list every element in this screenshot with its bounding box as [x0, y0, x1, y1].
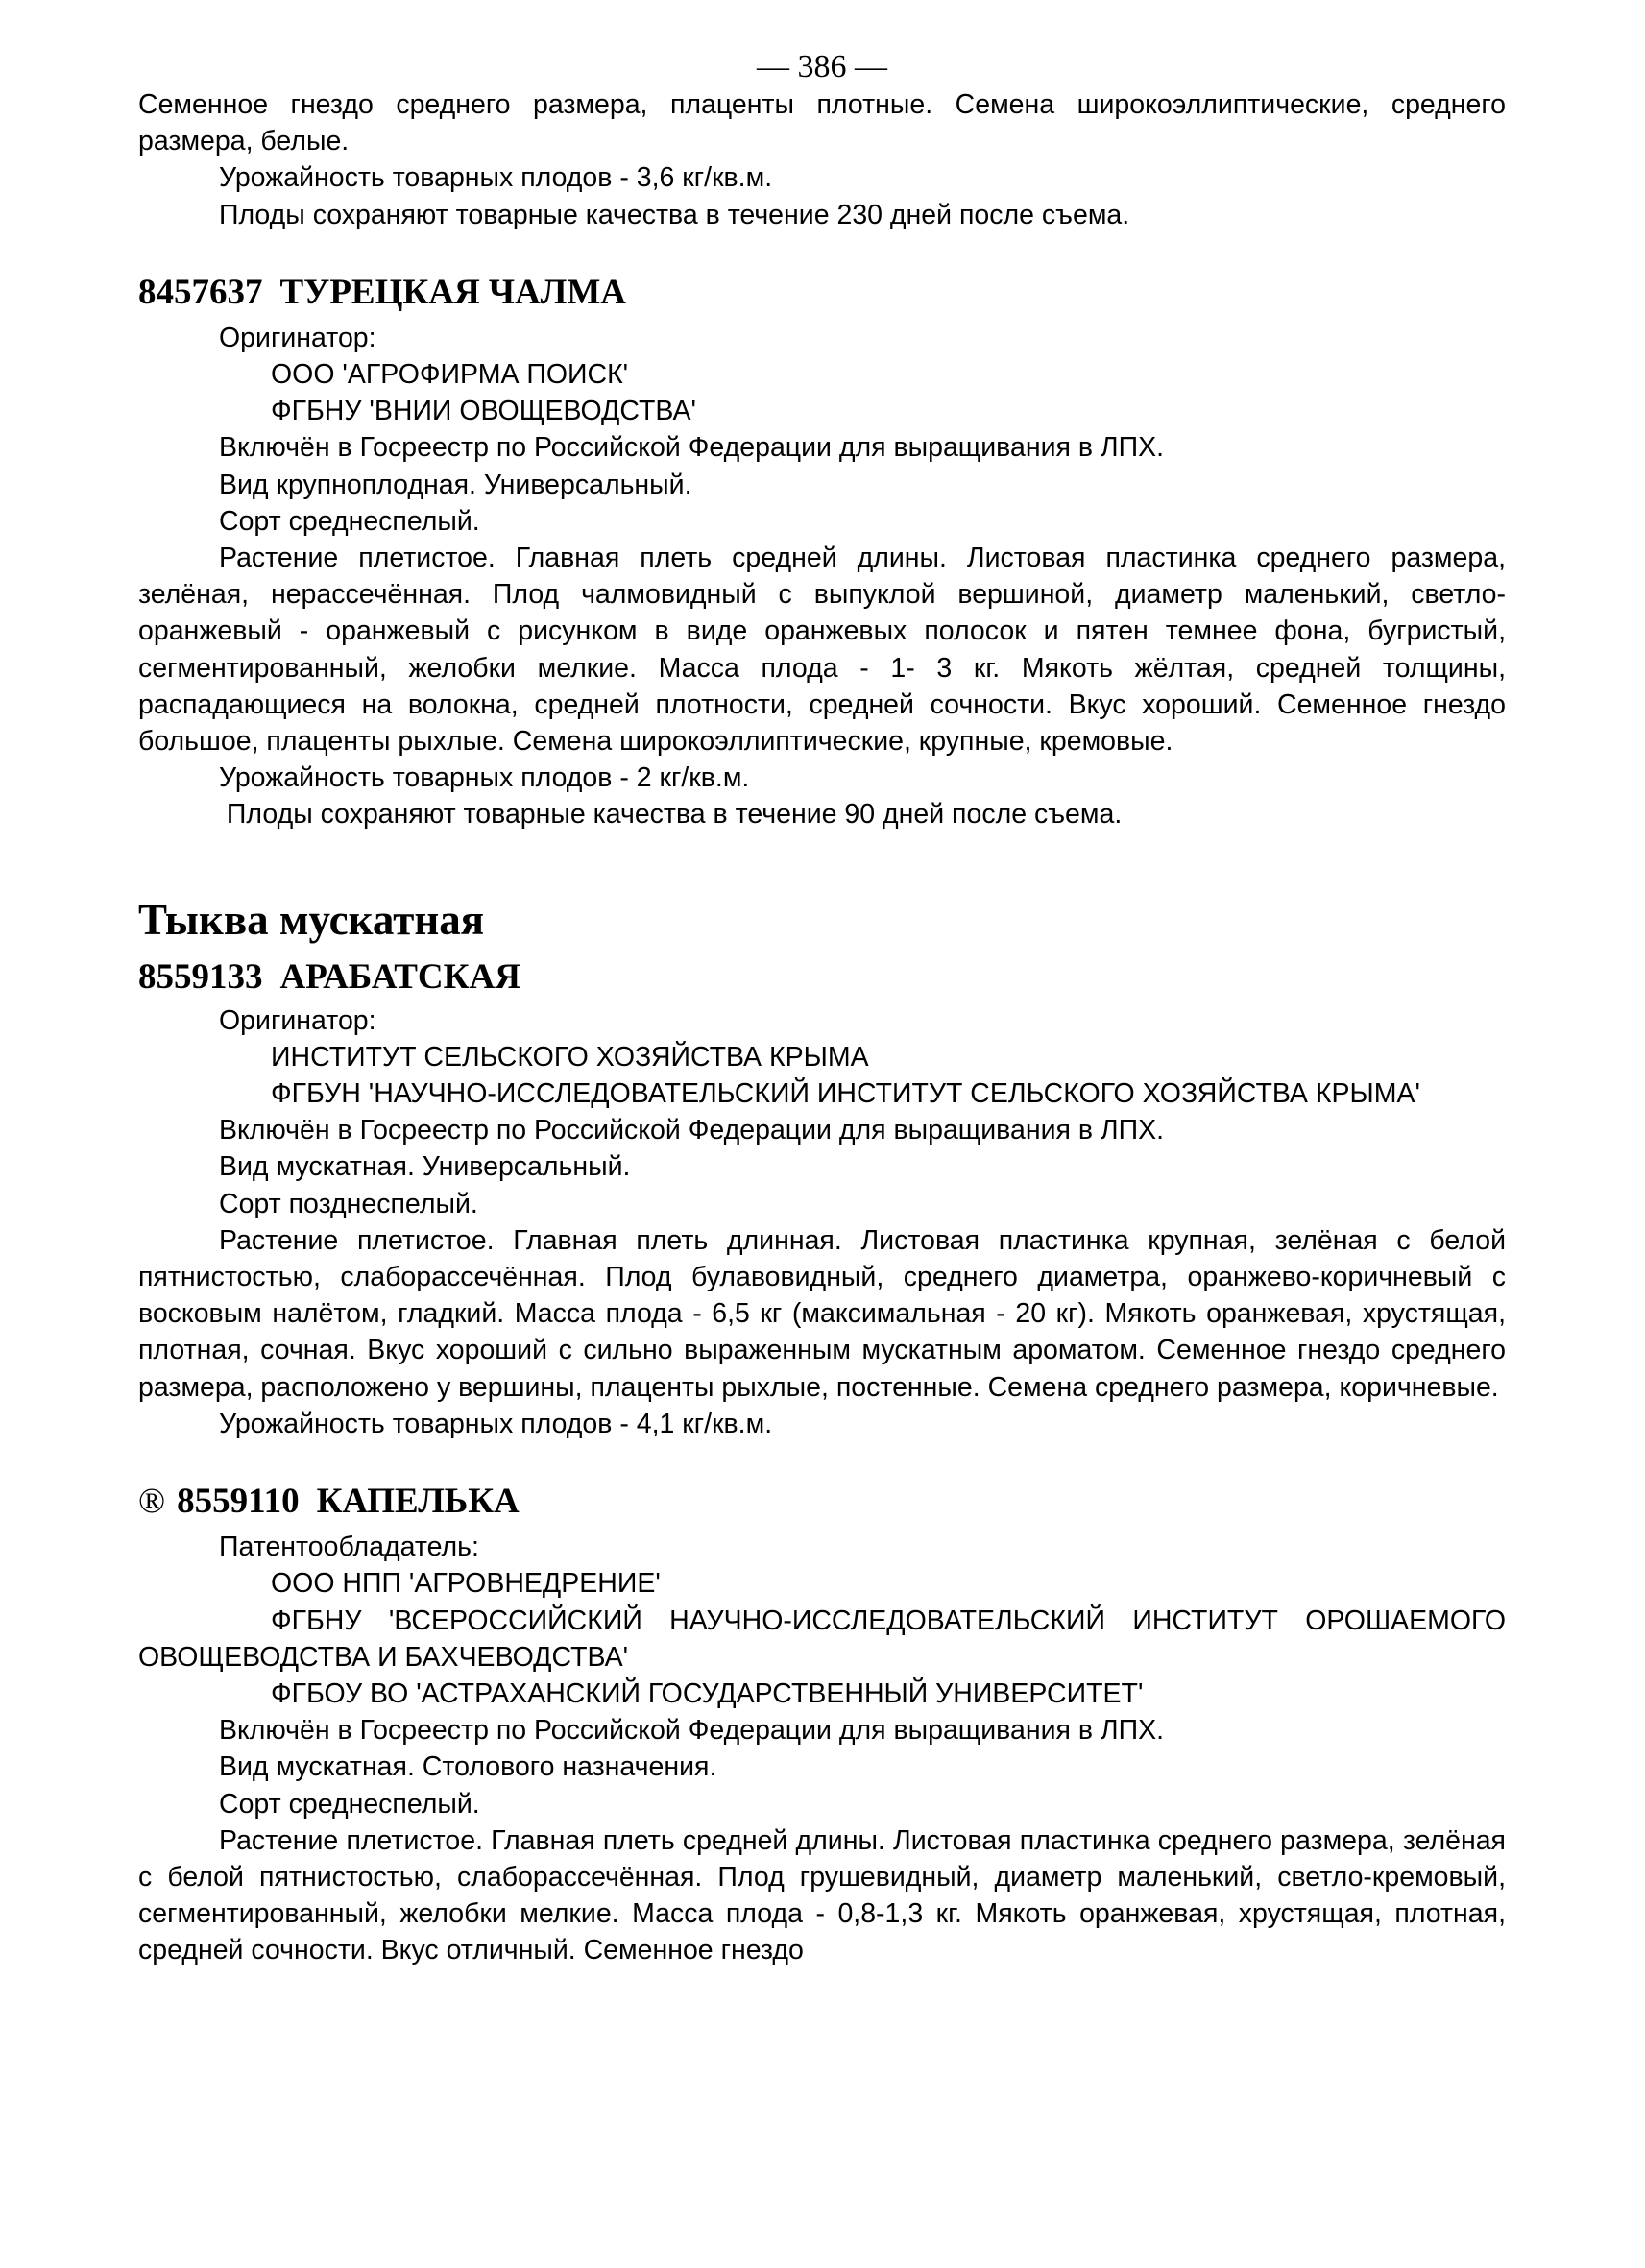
- originator-org: ФГБОУ ВО 'АСТРАХАНСКИЙ ГОСУДАРСТВЕННЫЙ УНИВЕРСИТЕТ': [271, 1677, 1144, 1709]
- ripeness-line: Сорт среднеспелый.: [219, 1788, 480, 1820]
- entry-name: АРАБАТСКАЯ: [279, 956, 520, 997]
- originator-org: ФГБНУ 'ВСЕРОССИЙСКИЙ НАУЧНО-ИССЛЕДОВАТЕЛЬСКИЙ ИНСТИТУТ ОРОШАЕМОГО ОВОЩЕВОДСТВА И БАХЧЕВОДСТВА': [138, 1604, 1506, 1673]
- originator-label: Патентообладатель:: [219, 1532, 479, 1563]
- species-line: Вид мускатная. Универсальный.: [219, 1151, 631, 1183]
- entry-number: 8559133: [138, 956, 263, 997]
- page-number: — 386 —: [757, 49, 887, 84]
- originator-label: Оригинатор:: [219, 322, 376, 353]
- entry-heading: [138, 1481, 1506, 1523]
- yield-line: Урожайность товарных плодов - 3,6 кг/кв.м.: [219, 162, 773, 194]
- yield-line: Урожайность товарных плодов - 4,1 кг/кв.м.: [219, 1408, 773, 1439]
- entry-number: 8457637: [138, 272, 263, 312]
- document-page: [138, 48, 1506, 1969]
- originator-org: ИНСТИТУТ СЕЛЬСКОГО ХОЗЯЙСТВА КРЫМА: [271, 1041, 869, 1073]
- registry-line: Включён в Госреестр по Российской Федерации для выращивания в ЛПХ.: [219, 432, 1165, 464]
- ripeness-line: Сорт среднеспелый.: [219, 505, 480, 537]
- description-paragraph: Растение плетистое. Главная плеть средней длины. Листовая пластинка среднего размера, зелёная с белой пятнистостью, слаборассечённая. Плод грушевидный, диаметр маленький, светло-кремовый, сегментированный, желобки мелкие. Масса плода - 0,8-1,3 кг. Мякоть оранжевая, хрустящая, плотная, средней сочности. Вкус отличный. Семенное гнездо: [138, 1824, 1506, 1966]
- originator-org: ФГБУН 'НАУЧНО-ИССЛЕДОВАТЕЛЬСКИЙ ИНСТИТУТ СЕЛЬСКОГО ХОЗЯЙСТВА КРЫМА': [271, 1078, 1420, 1110]
- originator-org: ООО НПП 'АГРОВНЕДРЕНИЕ': [271, 1568, 661, 1600]
- entry-number: 8559110: [177, 1482, 300, 1522]
- ripeness-line: Сорт позднеспелый.: [219, 1188, 478, 1219]
- entry-name: КАПЕЛЬКА: [316, 1482, 520, 1522]
- description-paragraph: Растение плетистое. Главная плеть средней длины. Листовая пластинка среднего размера, зелёная, нерассечённая. Плод чалмовидный с выпуклой вершиной, диаметр маленький, светло-оранжевый - оранжевый с рисунком в виде оранжевых полосок и пятен темнее фона, бугристый, сегментированный, желобки мелкие. Масса плода - 1- 3 кг. Мякоть жёлтая, средней толщины, распадающиеся на волокна, средней плотности, средней сочности. Вкус хороший. Семенное гнездо большое, плаценты рыхлые. Семена широкоэллиптические, крупные, кремовые.: [138, 543, 1506, 758]
- yield-line: Урожайность товарных плодов - 2 кг/кв.м.: [219, 762, 750, 794]
- description-paragraph: Растение плетистое. Главная плеть длинная. Листовая пластинка крупная, зелёная с белой пятнистостью, слаборассечённая. Плод булавовидный, среднего диаметра, оранжево-коричневый с восковым налётом, гладкий. Масса плода - 6,5 кг (максимальная - 20 кг). Мякоть оранжевая, хрустящая, плотная, сочная. Вкус хороший с сильно выраженным мускатным ароматом. Семенное гнездо среднего размера, расположено у вершины, плаценты рыхлые, постенные. Семена среднего размера, коричневые.: [138, 1224, 1506, 1403]
- storage-line: Плоды сохраняют товарные качества в течение 90 дней после съема.: [219, 799, 1123, 831]
- storage-line: Плоды сохраняют товарные качества в течение 230 дней после съема.: [219, 199, 1130, 230]
- entry-name: ТУРЕЦКАЯ ЧАЛМА: [279, 272, 626, 312]
- registry-line: Включён в Госреестр по Российской Федерации для выращивания в ЛПХ.: [219, 1115, 1165, 1146]
- registered-mark: ®: [138, 1482, 166, 1522]
- originator-org: ООО 'АГРОФИРМА ПОИСК': [271, 359, 629, 391]
- section-title: Тыква мускатная: [138, 895, 485, 944]
- entry-heading: [138, 956, 1506, 999]
- entry-heading: [138, 272, 1506, 314]
- species-line: Вид крупноплодная. Универсальный.: [219, 469, 692, 500]
- originator-org: ФГБНУ 'ВНИИ ОВОЩЕВОДСТВА': [271, 396, 696, 427]
- continuation-paragraph: Семенное гнездо среднего размера, плаценты плотные. Семена широкоэллиптические, среднего размера, белые.: [138, 89, 1506, 157]
- species-line: Вид мускатная. Столового назначения.: [219, 1751, 717, 1783]
- registry-line: Включён в Госреестр по Российской Федерации для выращивания в ЛПХ.: [219, 1715, 1165, 1747]
- originator-label: Оригинатор:: [219, 1004, 376, 1036]
